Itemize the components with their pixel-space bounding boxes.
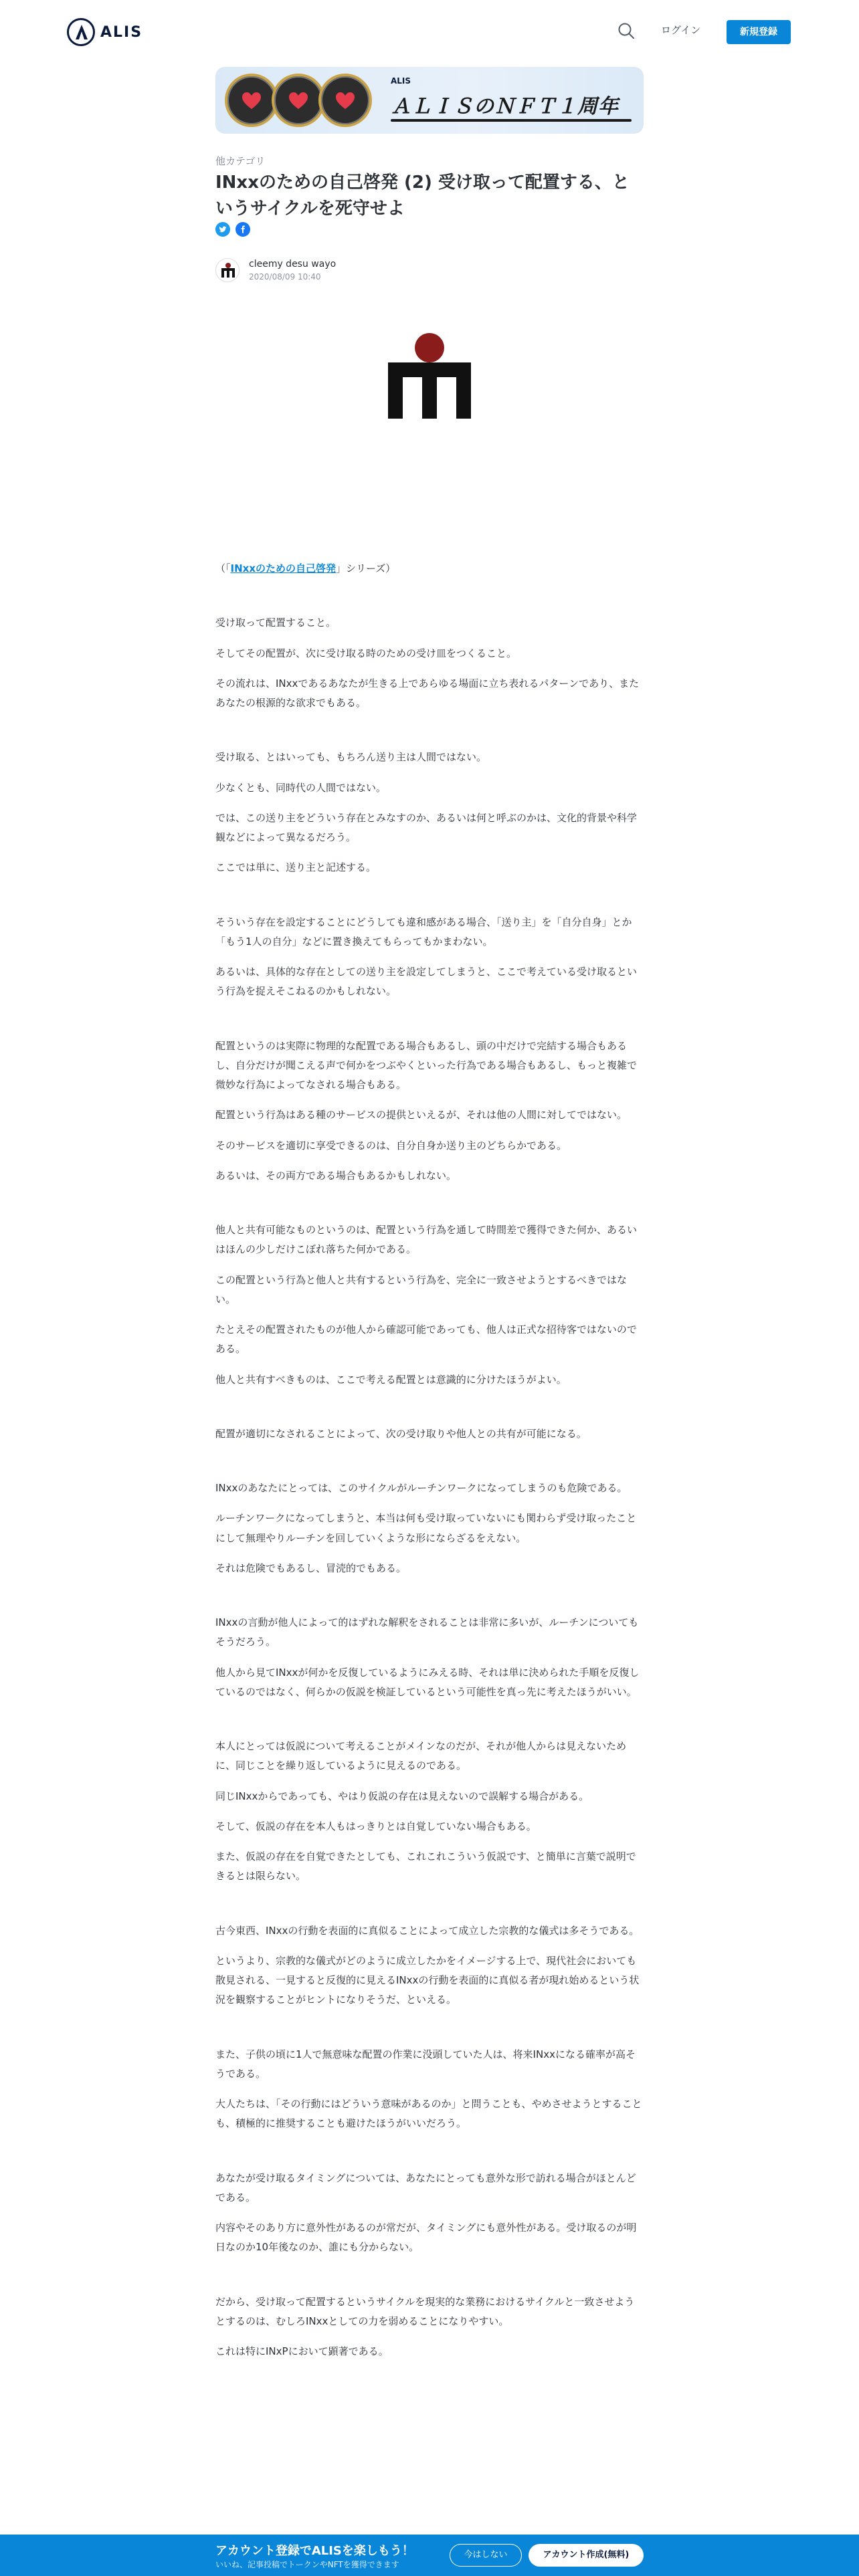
alis-logo-icon — [67, 18, 95, 46]
paragraph: そういう存在を設定することにどうしても違和感がある場合、「送り主」を「自分自身」とか「もう1人の自分」などに置き換えてもらってもかまわない。 — [215, 916, 632, 948]
paragraph: その流れは、INxxであるあなたが生きる上であらゆる場面に立ち表れるパターンであり、またあなたの根源的な欲求でもある。 — [215, 677, 640, 709]
paragraph: あなたが受け取るタイミングについては、あなたにとっても意外な形で訪れる場合がほとんどである。 — [215, 2171, 636, 2204]
paragraph: INxxのあなたにとっては、このサイクルがルーチンワークになってしまうのも危険である。 — [215, 1482, 628, 1494]
nft-coin-icon — [318, 74, 372, 127]
paragraph: だから、受け取って配置するというサイクルを現実的な業務におけるサイクルと一致させようとするのは、むしろINxxとしての力を弱めることになりやすい。 — [215, 2295, 635, 2327]
series-line — [215, 559, 644, 578]
signup-prompt-title: アカウント登録でALISを楽しもう！ — [215, 2544, 414, 2558]
paragraph: INxxの言動が他人によって的はずれな解釈をされることは非常に多いが、ルーチンについてもそうだろう。 — [215, 1616, 639, 1648]
series-link[interactable]: INxxのための自己啓発 — [230, 562, 337, 574]
heart-icon — [289, 92, 308, 110]
article-hero-image — [215, 314, 644, 542]
paragraph: これは特にINxPにおいて顕著である。 — [215, 2345, 389, 2357]
facebook-share-icon[interactable] — [235, 222, 250, 237]
paragraph: この配置という行為と他人と共有するという行為を、完全に一致させようとするべきではない。 — [215, 1273, 628, 1305]
nft-anniversary-banner[interactable] — [215, 67, 644, 134]
author-name[interactable]: cleemy desu wayo — [249, 259, 337, 270]
series-suffix: 」シリーズ） — [336, 562, 396, 574]
paragraph: あるいは、その両方である場合もあるかもしれない。 — [215, 1169, 457, 1182]
paragraph: たとえその配置されたものが他人から確認可能であっても、他人は正式な招待客ではないのである。 — [215, 1323, 637, 1356]
series-prefix: （「 — [215, 562, 231, 574]
paragraph: そのサービスを適切に享受できるのは、自分自身か送り主のどちらかである。 — [215, 1139, 567, 1152]
paragraph: 大人たちは、「その行動にはどういう意味があるのか」と問うことも、やめさせようとすることも、積極的に推奨することも避けたほうがいいだろう。 — [215, 2098, 642, 2130]
paragraph: 配置というのは実際に物理的な配置である場合もあるし、頭の中だけで完結する場合もあるし、自分だけが聞こえる声で何かをつぶやくといった行為である場合もあるし、もっと複雑で微妙な行為によってなされる場合もある。 — [215, 1039, 638, 1091]
paragraph: それは危険でもあるし、冒涜的でもある。 — [215, 1562, 407, 1574]
signup-button[interactable]: 新規登録 — [727, 20, 791, 44]
paragraph: ここでは単に、送り主と記述する。 — [215, 861, 377, 874]
article-body — [215, 559, 644, 2372]
paragraph: 受け取る、とはいっても、もちろん送り主は人間ではない。 — [215, 751, 487, 764]
paragraph: 他人から見てINxxが何かを反復しているようにみえる時、それは単に決められた手順を反復しているのではなく、何らかの仮説を検証しているという可能性を真っ先に考えたほうがいい。 — [215, 1666, 640, 1698]
heart-icon — [242, 92, 261, 110]
paragraph: というより、宗教的な儀式がどのように成立したかをイメージする上で、現代社会においても散見される、一見すると反復的に見えるINxxの行動を表面的に真似る者が現れ始めるという状況を観察することがヒントになりそうだ、といえる。 — [215, 1954, 640, 2006]
share-buttons — [215, 222, 250, 237]
twitter-bird-icon — [219, 225, 227, 233]
paragraph: では、この送り主をどういう存在とみなすのか、あるいは何と呼ぶのかは、文化的背景や科学観などによって異なるだろう。 — [215, 811, 638, 843]
nft-coin-icon — [225, 74, 278, 127]
avatar[interactable] — [215, 258, 240, 282]
signup-prompt-bar — [0, 2535, 859, 2576]
publish-date: 2020/08/09 10:40 — [249, 272, 321, 282]
heart-icon — [336, 92, 355, 110]
paragraph: 他人と共有可能なものというのは、配置という行為を通して時間差で獲得できた何か、あるいはほんの少しだけこぼれ落ちた何かである。 — [215, 1224, 638, 1256]
paragraph: 内容やそのあり方に意外性があるのが常だが、タイミングにも意外性がある。受け取るのが明日なのか10年後なのか、誰にも分からない。 — [215, 2222, 637, 2254]
article-title: INxxのための自己啓発 (2) 受け取って配置する、というサイクルを死守せよ — [215, 173, 630, 219]
banner-brand: ALIS — [391, 76, 411, 86]
paragraph: 配置という行為はある種のサービスの提供といえるが、それは他の人間に対してではない。 — [215, 1109, 628, 1121]
facebook-f-icon — [239, 225, 247, 233]
paragraph: 古今東西、INxxの行動を表面的に真似ることによって成立した宗教的な儀式は多そうである。 — [215, 1924, 640, 1937]
search-icon[interactable] — [617, 21, 636, 40]
paragraph: 本人にとっては仮説について考えることがメインなのだが、それが他人からは見えないために、同じことを繰り返しているように見えるのである。 — [215, 1740, 627, 1772]
banner-divider — [391, 119, 632, 122]
paragraph: 他人と共有すべきものは、ここで考える配置とは意識的に分けたほうがよい。 — [215, 1373, 567, 1386]
banner-title: ＡＬＩＳのＮＦＴ１周年 — [391, 95, 619, 118]
paragraph: ルーチンワークになってしまうと、本当は何も受け取っていないにも関わらず受け取ったことにして無理やりルーチンを回していくような形にならざるをえない。 — [215, 1512, 637, 1544]
paragraph: 配置が適切になされることによって、次の受け取りや他人との共有が可能になる。 — [215, 1427, 587, 1440]
alis-logo[interactable] — [67, 17, 142, 47]
create-account-button[interactable]: アカウント作成(無料) — [529, 2544, 644, 2567]
author-avatar-icon — [216, 259, 240, 282]
paragraph: そして、仮説の存在を本人もはっきりとは自覚していない場合もある。 — [215, 1820, 537, 1832]
paragraph: また、仮説の存在を自覚できたとしても、これこれこういう仮説です、と簡単に言葉で説明できるとは限らない。 — [215, 1850, 636, 1883]
not-now-button[interactable]: 今はしない — [450, 2544, 522, 2567]
article-category[interactable]: 他カテゴリ — [215, 155, 266, 167]
login-link[interactable]: ログイン — [661, 24, 701, 36]
paragraph: 同じINxxからであっても、やはり仮説の存在は見えないので誤解する場合がある。 — [215, 1790, 589, 1802]
author-block[interactable] — [215, 258, 336, 282]
paragraph: 少なくとも、同時代の人間ではない。 — [215, 781, 387, 794]
paragraph: 受け取って配置すること。 — [215, 617, 337, 629]
paragraph: あるいは、具体的な存在としての送り主を設定してしまうと、ここで考えている受け取るという行為を捉えそこねるのかもしれない。 — [215, 966, 638, 998]
paragraph: また、子供の頃に1人で無意味な配置の作業に没頭していた人は、将来INxxになる確率が高そうである。 — [215, 2048, 636, 2080]
logo-text: ALIS — [100, 23, 143, 41]
site-header — [0, 0, 859, 64]
paragraph: そしてその配置が、次に受け取る時のための受け皿をつくること。 — [215, 647, 517, 659]
signup-prompt-subtitle: いいね、記事投稿でトークンやNFTを獲得できます — [215, 2560, 399, 2569]
nft-coin-icon — [272, 74, 325, 127]
twitter-share-icon[interactable] — [215, 222, 230, 237]
